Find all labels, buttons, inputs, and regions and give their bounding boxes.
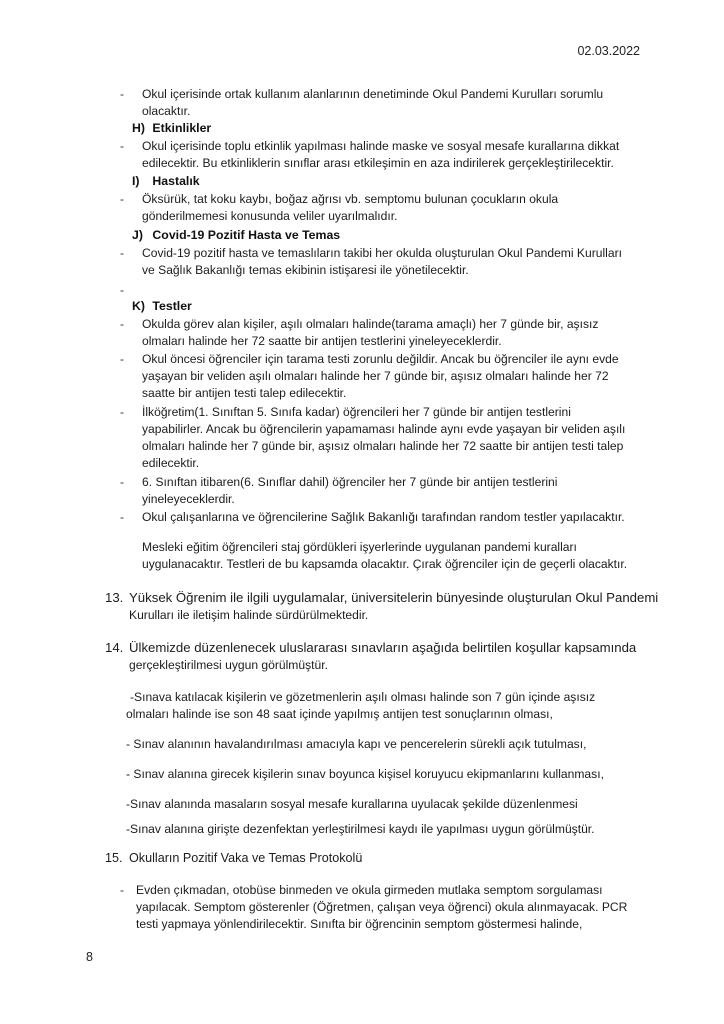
- condition-text: -Sınava katılacak kişilerin ve gözetmenlerin aşılı olması halinde son 7 gün içinde aşısız: [130, 690, 596, 704]
- bullet-text: Öksürük, tat koku kaybı, boğaz ağrısı vb. semptomu bulunan çocukların okula: [142, 192, 559, 206]
- section-letter: K): [132, 299, 145, 313]
- condition-text: -Sınav alanında masaların sosyal mesafe kurallarına uyulacak şekilde düzenlenmesi: [126, 797, 578, 811]
- bullet-text: olacaktır.: [142, 104, 191, 118]
- bullet-text: gönderilmemesi konusunda veliler uyarılmalıdır.: [142, 209, 398, 223]
- bullet-text: Okul içerisinde ortak kullanım alanlarının denetiminde Okul Pandemi Kurulları sorumlu: [142, 87, 604, 101]
- bullet-dash: -: [120, 87, 125, 101]
- bullet-text: testi yapmaya yönlendirilecektir. Sınıfta bir öğrencinin semptom göstermesi halinde,: [136, 917, 583, 931]
- section-heading-h: [132, 120, 211, 137]
- bullet-text: edilecektir.: [142, 456, 200, 470]
- bullet-text: Okulda görev alan kişiler, aşılı olmaları halinde(tarama amaçlı) her 7 günde bir, aşısız: [142, 317, 599, 331]
- bullet-dash: -: [120, 283, 125, 297]
- bullet-dash: -: [120, 246, 125, 260]
- bullet-text: İlköğretim(1. Sınıftan 5. Sınıfa kadar) öğrencileri her 7 günde bir antijen testlerini: [142, 405, 571, 419]
- paragraph-text: Mesleki eğitim öğrencileri staj gördükleri işyerlerinde uygulanan pandemi kuralları: [142, 540, 577, 554]
- section-title: Testler: [152, 299, 192, 313]
- condition-text: olmaları halinde ise son 48 saat içinde yapılmış antijen test sonuçlarının olması,: [126, 707, 553, 721]
- condition-text: - Sınav alanının havalandırılması amacıyla kapı ve pencerelerin sürekli açık tutulması,: [126, 737, 587, 751]
- bullet-text: 6. Sınıftan itibaren(6. Sınıflar dahil) öğrenciler her 7 günde bir antijen testlerini: [142, 475, 558, 489]
- section-title: Etkinlikler: [152, 121, 212, 135]
- bullet-text: edilecektir. Bu etkinliklerin sınıflar arası etkileşimin en aza indirilerek gerçekleştirilecektir.: [142, 156, 614, 170]
- item-number: 15.: [105, 851, 123, 865]
- section-letter: J): [132, 228, 143, 242]
- bullet-text: olmaları halinde her 72 saatte bir antijen testlerini yineleyeceklerdir.: [142, 334, 502, 348]
- bullet-text: yapabilirler. Ancak bu öğrencilerin yapamaması halinde aynı evde yaşayan bir veliden aşılı: [142, 422, 626, 436]
- bullet-text: yineleyeceklerdir.: [142, 492, 235, 506]
- numbered-item-15: [105, 850, 362, 867]
- section-letter: H): [132, 121, 145, 135]
- bullet-text: yapılacak. Semptom gösterenler (Öğretmen, çalışan veya öğrenci) okula alınmayacak. PCR: [136, 900, 628, 914]
- section-heading-i: [132, 173, 200, 190]
- section-heading-j: [132, 227, 340, 244]
- item-number: 14.: [105, 640, 124, 655]
- bullet-text: yaşayan bir veliden aşılı olmaları halinde her 7 günde bir, aşısız olmaları halinde her 72: [142, 369, 609, 383]
- bullet-text: Evden çıkmadan, otobüse binmeden ve okula girmeden mutlaka semptom sorgulaması: [136, 883, 603, 897]
- bullet-text: ve Sağlık Bakanlığı temas ekibinin istişaresi ile yönetilecektir.: [142, 263, 469, 277]
- bullet-text: Okul çalışanlarına ve öğrencilerine Sağlık Bakanlığı tarafından random testler yapılacaktır.: [142, 510, 625, 524]
- bullet-text: Okul öncesi öğrenciler için tarama testi zorunlu değildir. Ancak bu öğrenciler ile aynı evde: [142, 352, 619, 366]
- bullet-text: saatte bir antijen testi talep edilecektir.: [142, 386, 347, 400]
- section-title: Hastalık: [152, 174, 200, 188]
- bullet-dash: -: [120, 475, 125, 489]
- bullet-text: Covid-19 pozitif hasta ve temaslıların takibi her okulda oluşturulan Okul Pandemi Kurulları: [142, 246, 622, 260]
- bullet-dash: -: [120, 405, 125, 419]
- bullet-dash: -: [120, 510, 125, 524]
- bullet-dash: -: [120, 192, 125, 206]
- bullet-dash: -: [120, 139, 125, 153]
- condition-text: -Sınav alanına girişte dezenfektan yerleştirilmesi kaydı ile yapılması uygun görülmüştür.: [126, 822, 595, 836]
- section-heading-k: [132, 298, 192, 315]
- item-text: Okulların Pozitif Vaka ve Temas Protokolü: [129, 851, 363, 865]
- header-date: 02.03.2022: [577, 44, 640, 58]
- section-letter: I): [132, 174, 140, 188]
- numbered-item-14: [105, 639, 636, 656]
- item-text: Yüksek Öğrenim ile ilgili uygulamalar, üniversitelerin bünyesinde oluşturulan Okul Pandemi: [129, 590, 659, 605]
- bullet-text: olmaları halinde her 7 günde bir, aşısız olmaları halinde her 72 saatte bir antijen testi talep: [142, 439, 624, 453]
- section-title: Covid-19 Pozitif Hasta ve Temas: [152, 228, 341, 242]
- bullet-text: Okul içerisinde toplu etkinlik yapılması halinde maske ve sosyal mesafe kurallarına dikkat: [142, 139, 620, 153]
- item-text: gerçekleştirilmesi uygun görülmüştür.: [129, 658, 328, 672]
- bullet-dash: -: [120, 317, 125, 331]
- paragraph-text: uygulanacaktır. Testleri de bu kapsamda olacaktır. Çırak öğrenciler için de geçerli olacaktır.: [142, 557, 628, 571]
- item-text: Ülkemizde düzenlenecek uluslararası sınavların aşağıda belirtilen koşullar kapsamında: [129, 640, 637, 655]
- numbered-item-13: [105, 589, 658, 606]
- bullet-dash: -: [120, 883, 125, 897]
- page-number: 8: [86, 950, 93, 964]
- item-text: Kurulları ile iletişim halinde sürdürülmektedir.: [129, 608, 369, 622]
- item-number: 13.: [105, 590, 124, 605]
- bullet-dash: -: [120, 352, 125, 366]
- condition-text: - Sınav alanına girecek kişilerin sınav boyunca kişisel koruyucu ekipmanlarını kullanması,: [126, 767, 604, 781]
